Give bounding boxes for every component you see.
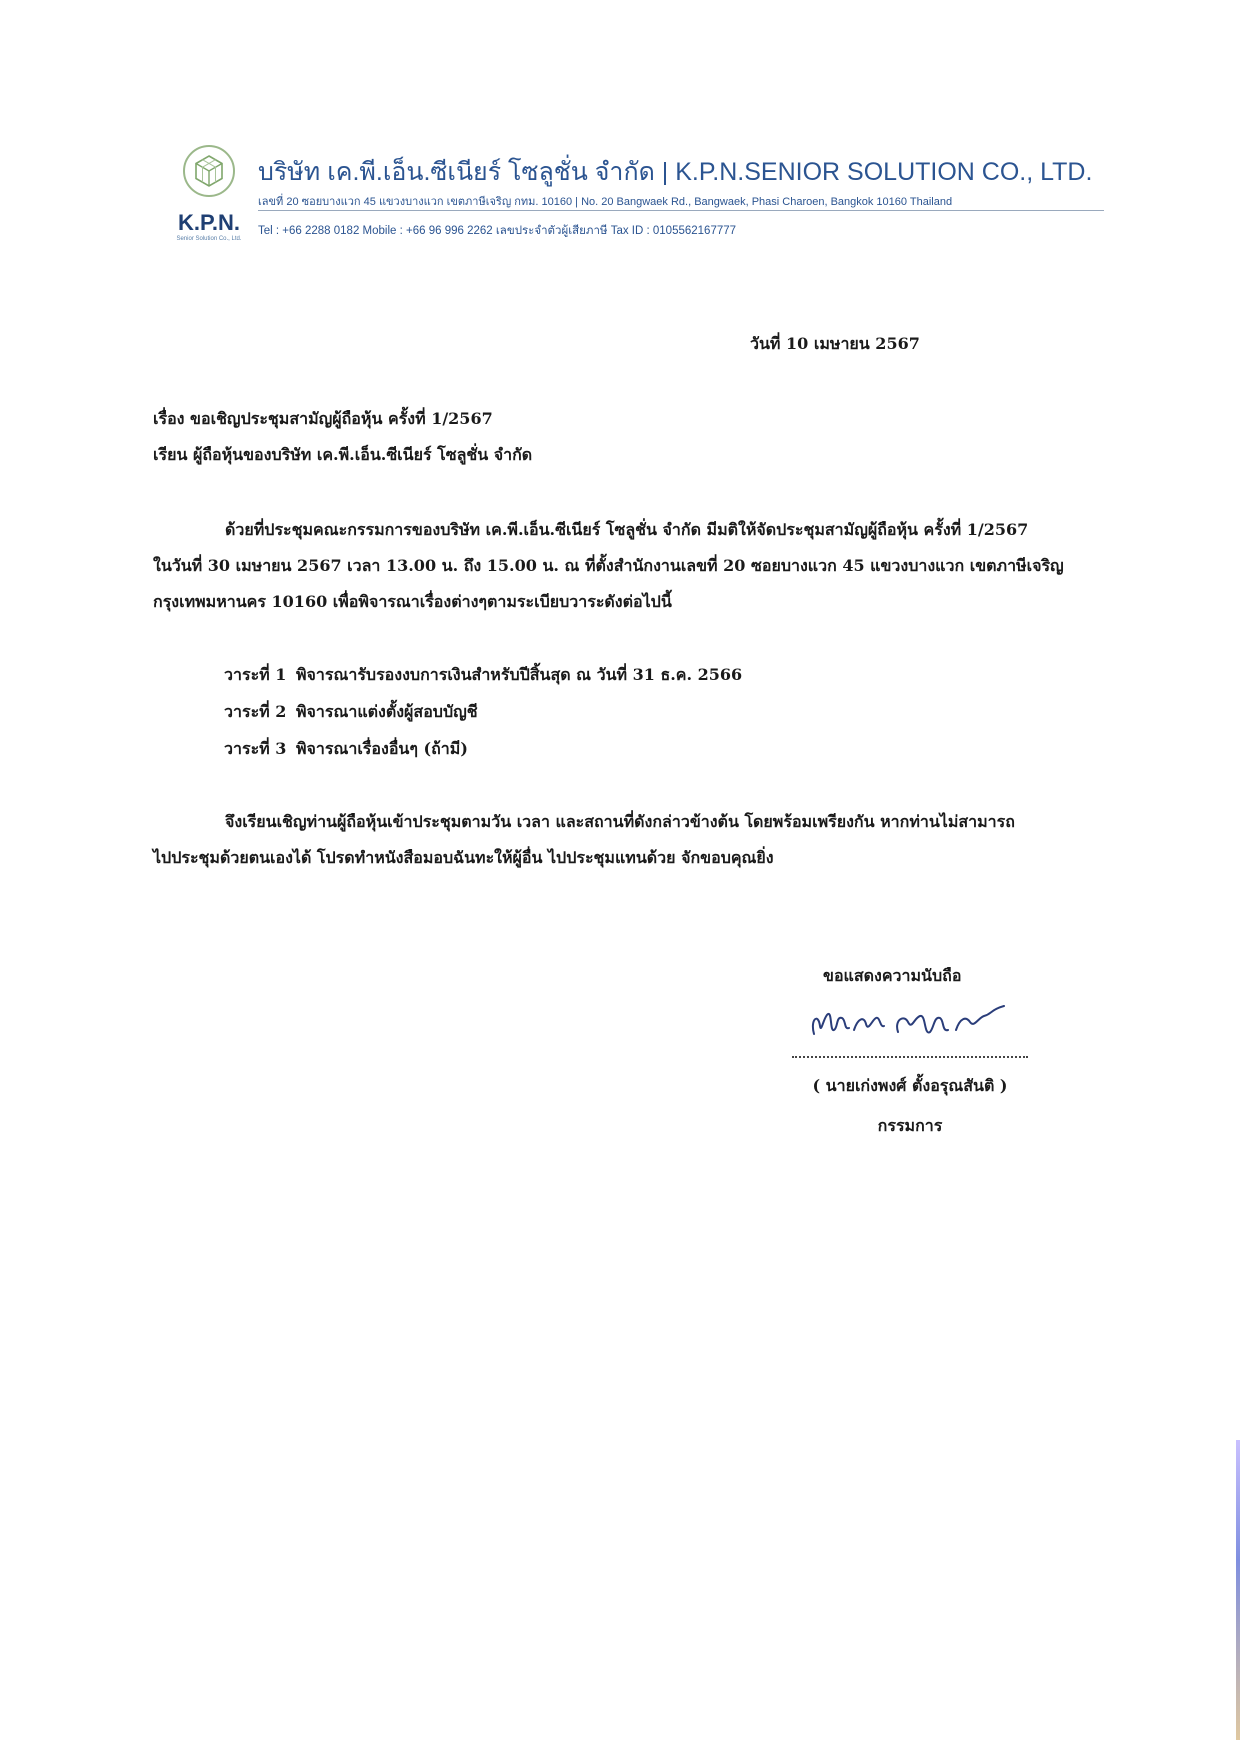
invitation-paragraph — [153, 804, 1103, 876]
signer-name: ( นายเก่งพงศ์ ตั้งอรุณสันติ ) — [812, 1076, 1008, 1095]
letter-date: วันที่ 10 เมษายน 2567 — [750, 334, 920, 353]
logo-subtext: Senior Solution Co., Ltd. — [176, 236, 242, 242]
logo-wordmark: K.P.N. — [178, 210, 240, 235]
company-address: เลขที่ 20 ซอยบางแวก 45 แขวงบางแวก เขตภาษีเจริญ กทม. 10160 | No. 20 Bangwaek Rd., Bangwaek, Phasi Charoen, Bangkok 10160 Thailand — [258, 196, 953, 208]
letter-subject: เรื่อง ขอเชิญประชุมสามัญผู้ถือหุ้น ครั้งที่ 1/2567 — [153, 409, 493, 428]
body-paragraph — [153, 512, 1103, 620]
agenda-item: วาระที่ 3 พิจารณาเรื่องอื่นๆ (ถ้ามี) — [224, 739, 468, 758]
closing-phrase: ขอแสดงความนับถือ — [823, 966, 962, 985]
letterhead — [168, 138, 1098, 248]
handwritten-signature — [794, 992, 1034, 1052]
scan-edge-artifact — [1236, 1440, 1240, 1740]
invitation-line: จึงเรียนเชิญท่านผู้ถือหุ้นเข้าประชุมตามวัน เวลา และสถานที่ดังกล่าวข้างต้น โดยพร้อมเพรียงกัน หากท่านไม่สามารถ — [225, 812, 1015, 831]
company-logo — [168, 144, 250, 244]
body-line: กรุงเทพมหานคร 10160 เพื่อพิจารณาเรื่องต่างๆตามระเบียบวาระดังต่อไปนี้ — [153, 592, 672, 611]
letter-recipient: เรียน ผู้ถือหุ้นของบริษัท เค.พี.เอ็น.ซีเนียร์ โซลูชั่น จำกัด — [153, 445, 533, 464]
company-name: บริษัท เค.พี.เอ็น.ซีเนียร์ โซลูชั่น จำกัด | K.P.N.SENIOR SOLUTION CO., LTD. — [258, 158, 1093, 186]
signature-line — [792, 1056, 1028, 1058]
agenda-list — [224, 656, 742, 767]
signer-title: กรรมการ — [877, 1116, 943, 1135]
invitation-line: ไปประชุมด้วยตนเองได้ โปรดทำหนังสือมอบฉันทะให้ผู้อื่น ไปประชุมแทนด้วย จักขอบคุณยิ่ง — [153, 848, 774, 867]
body-line: ในวันที่ 30 เมษายน 2567 เวลา 13.00 น. ถึง 15.00 น. ณ ที่ตั้งสำนักงานเลขที่ 20 ซอยบางแวก 45 แขวงบางแวก เขตภาษีเจริญ — [153, 556, 1064, 575]
company-contact: Tel : +66 2288 0182 Mobile : +66 96 996 2262 เลขประจำตัวผู้เสียภาษี Tax ID : 0105562167777 — [258, 225, 737, 237]
body-line: ด้วยที่ประชุมคณะกรรมการของบริษัท เค.พี.เอ็น.ซีเนียร์ โซลูชั่น จำกัด มีมติให้จัดประชุมสามัญผู้ถือหุ้น ครั้งที่ 1/2567 — [225, 520, 1029, 539]
agenda-item: วาระที่ 2 พิจารณาแต่งตั้งผู้สอบบัญชี — [224, 702, 478, 721]
logo-cube-icon — [182, 144, 236, 198]
header-divider — [258, 210, 1104, 211]
agenda-item: วาระที่ 1 พิจารณารับรองงบการเงินสำหรับปีสิ้นสุด ณ วันที่ 31 ธ.ค. 2566 — [224, 665, 743, 684]
